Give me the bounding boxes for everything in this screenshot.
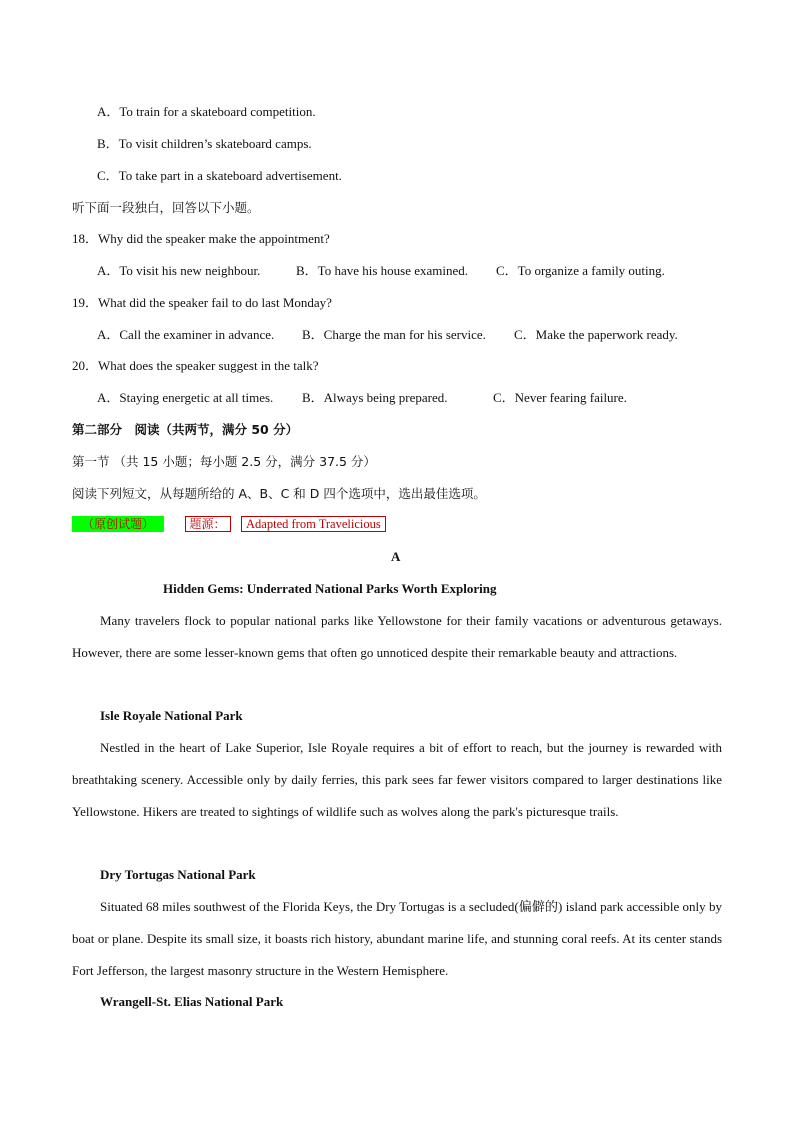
section1-heading: 第一节 （共 15 小题；每小题 2.5 分，满分 37.5 分） bbox=[72, 454, 376, 469]
reading-instruction: 阅读下列短文，从每题所给的 A、B、C 和 D 四个选项中，选出最佳选项。 bbox=[72, 486, 486, 501]
q18-option-c: C．To organize a family outing. bbox=[496, 263, 665, 278]
park1-heading: Isle Royale National Park bbox=[100, 708, 243, 723]
q19-stem: 19．What did the speaker fail to do last Monday? bbox=[72, 295, 332, 310]
source-text-tag: Adapted from Travelicious bbox=[241, 516, 386, 532]
q18-option-b: B．To have his house examined. bbox=[296, 263, 469, 278]
q20-option-b: B．Always being prepared. bbox=[302, 390, 448, 405]
monologue-instruction: 听下面一段独白，回答以下小题。 bbox=[72, 200, 260, 215]
q19-option-a: A．Call the examiner in advance. bbox=[97, 327, 275, 342]
q17-option-b: B．To visit children’s skateboard camps. bbox=[97, 136, 312, 151]
q20-option-a: A．Staying energetic at all times. bbox=[97, 390, 274, 405]
park2-text: Situated 68 miles southwest of the Florida Keys, the Dry Tortugas is a secluded(偏僻的) island park accessible only by boat or plane. Despite its small size, it boasts rich history, abundant marine life, and stunning coral reefs. At its center stands Fort Jefferson, the largest masonry structure in the Western Hemisphere. bbox=[72, 899, 722, 978]
passage-title: Hidden Gems: Underrated National Parks Worth Exploring bbox=[163, 581, 497, 596]
park3-heading: Wrangell-St. Elias National Park bbox=[100, 994, 284, 1009]
source-label-tag: 题源： bbox=[185, 516, 231, 532]
q20-option-c: C．Never fearing failure. bbox=[493, 390, 627, 405]
tag-row bbox=[72, 516, 386, 532]
passage-intro: Many travelers flock to popular national parks like Yellowstone for their family vacations or adventurous getaways. However, there are some lesser-known gems that often go unnoticed despite their remarkable beauty and attractions. bbox=[72, 613, 722, 660]
q20-stem: 20．What does the speaker suggest in the talk? bbox=[72, 358, 319, 373]
q19-option-c: C．Make the paperwork ready. bbox=[514, 327, 678, 342]
part2-heading: 第二部分 阅读（共两节，满分 50 分） bbox=[72, 422, 299, 437]
park2-heading: Dry Tortugas National Park bbox=[100, 867, 256, 882]
original-question-tag: （原创试题） bbox=[72, 516, 164, 532]
q17-option-c: C．To take part in a skateboard advertisement. bbox=[97, 168, 342, 183]
q19-option-b: B．Charge the man for his service. bbox=[302, 327, 486, 342]
q18-stem: 18．Why did the speaker make the appointment? bbox=[72, 231, 330, 246]
q17-option-a: A．To train for a skateboard competition. bbox=[97, 104, 316, 119]
q18-option-a: A．To visit his new neighbour. bbox=[97, 263, 261, 278]
passage-letter: A bbox=[391, 549, 401, 564]
park1-text: Nestled in the heart of Lake Superior, Isle Royale requires a bit of effort to reach, but the journey is rewarded with breathtaking scenery. Accessible only by daily ferries, this park sees far fewer visitors compared to larger destinations like Yellowstone. Hikers are treated to sightings of wildlife such as wolves along the park's picturesque trails. bbox=[72, 740, 722, 819]
